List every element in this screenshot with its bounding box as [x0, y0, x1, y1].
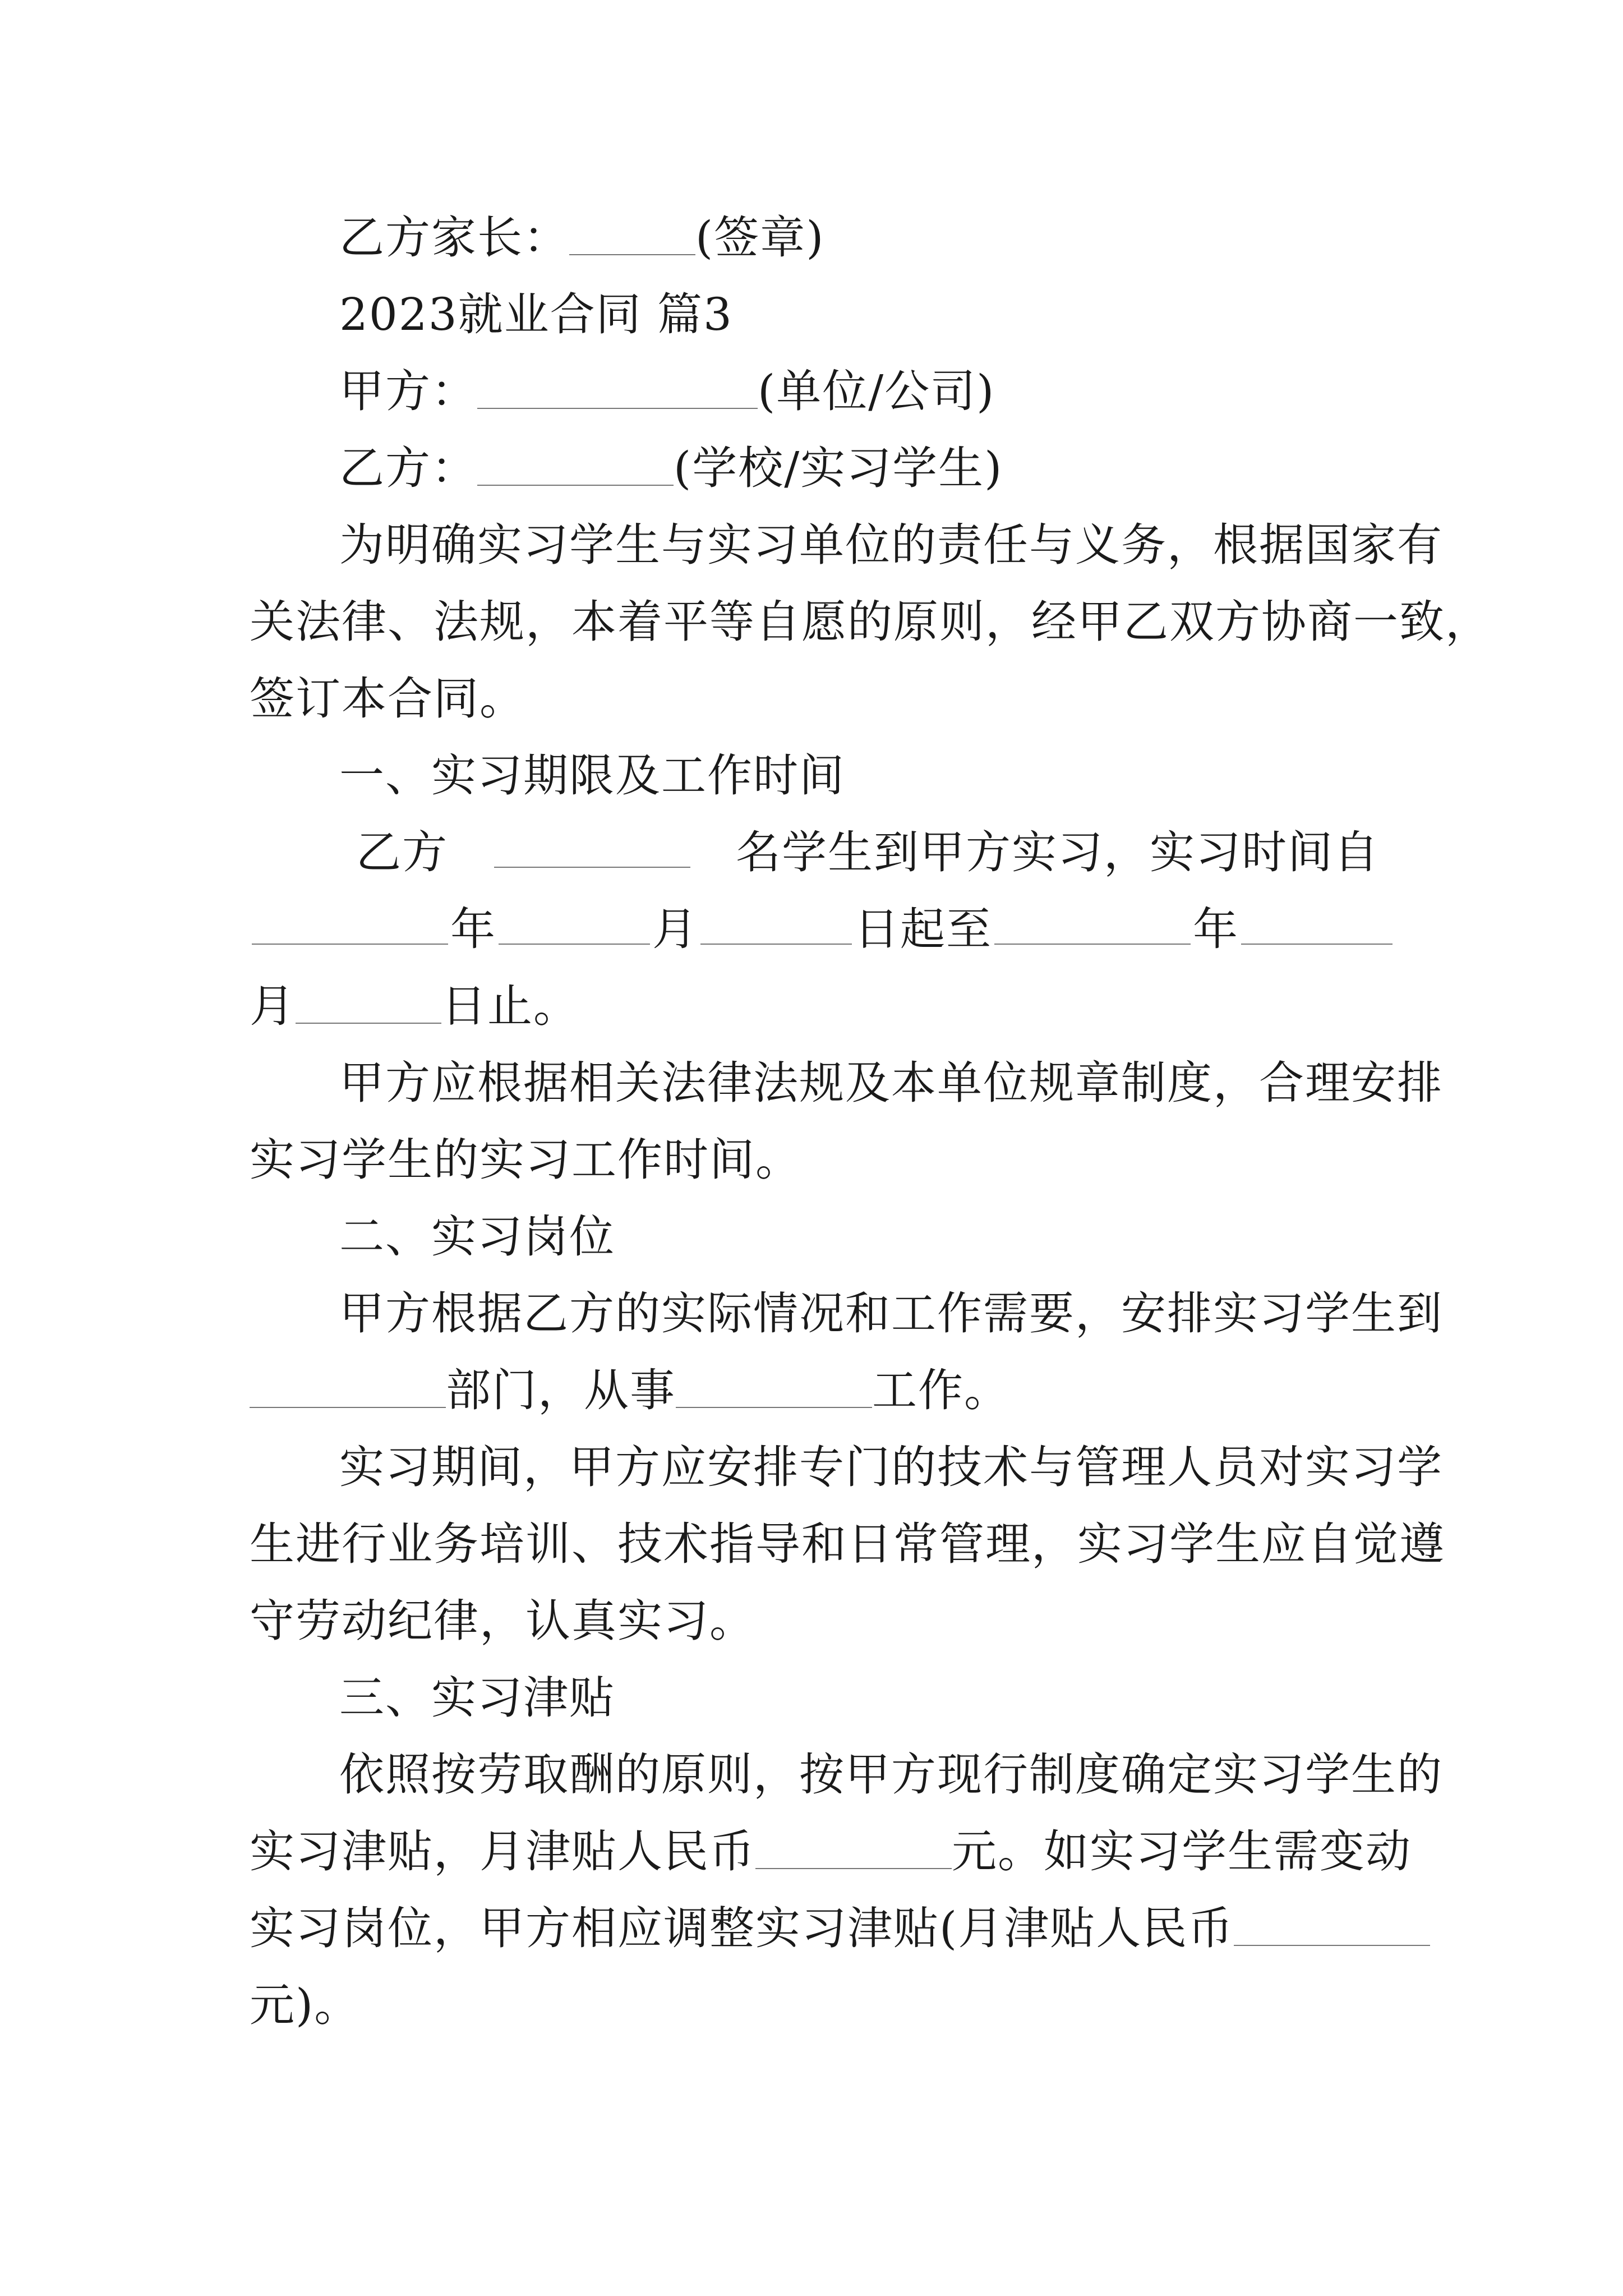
period-text: 名学生到甲方实习，实习时间自 [736, 826, 1380, 878]
party-a-label: 甲方： [339, 365, 477, 417]
paragraph-line: 甲方应根据相关法律法规及本单位规章制度，合理安排 [339, 1057, 1443, 1109]
position-text: 部门，从事 [446, 1364, 676, 1416]
date-unit: 月 [652, 903, 698, 955]
end-month-blank[interactable] [1241, 908, 1393, 945]
start-month-blank[interactable] [499, 908, 650, 945]
position-text: 工作。 [872, 1364, 1010, 1416]
allowance-text: 实习津贴，月津贴人民币 [250, 1825, 755, 1878]
heading-internship-allowance: 三、实习津贴 [339, 1672, 615, 1724]
parent-label: 乙方家长： [339, 211, 569, 264]
date-unit: 日止。 [441, 980, 579, 1032]
section-title: 2023就业合同 篇3 [339, 288, 733, 341]
paragraph-line: 元)。 [250, 1979, 361, 2031]
start-day-blank[interactable] [700, 908, 852, 945]
period-line-3 [250, 968, 1380, 1045]
party-a-note: (单位/公司) [758, 365, 995, 417]
heading-internship-position: 二、实习岗位 [339, 1211, 615, 1263]
date-unit: 月 [250, 980, 296, 1032]
party-b-label: 乙方： [339, 442, 477, 494]
date-unit: 年 [1193, 903, 1239, 955]
paragraph-line: 签订本合同。 [250, 673, 525, 725]
parent-signature-blank[interactable] [569, 218, 695, 255]
party-a-line [250, 353, 1380, 430]
party-b-note: (学校/实习学生) [674, 442, 1003, 494]
start-year-blank[interactable] [252, 908, 448, 945]
period-line-1 [250, 814, 1380, 891]
contract-page [250, 199, 1491, 2044]
paragraph-line: 守劳动纪律，认真实习。 [250, 1595, 755, 1647]
date-unit: 日起至 [854, 903, 992, 955]
heading-internship-period: 一、实习期限及工作时间 [339, 749, 845, 802]
seal-label: (签章) [695, 211, 825, 264]
end-year-blank[interactable] [994, 908, 1191, 945]
paragraph-line: 关法律、法规，本着平等自愿的原则，经甲乙双方协商一致， [250, 596, 1491, 648]
paragraph-line: 为明确实习学生与实习单位的责任与义务，根据国家有 [339, 519, 1443, 571]
party-b-blank[interactable] [477, 449, 674, 486]
date-unit: 年 [450, 903, 496, 955]
student-count-blank[interactable] [494, 831, 690, 868]
job-blank[interactable] [676, 1371, 872, 1408]
party-a-blank[interactable] [477, 372, 758, 409]
allowance-adjust-line [250, 1890, 1380, 1967]
position-line [250, 1352, 1380, 1429]
party-b-line [250, 430, 1380, 507]
paragraph-line: 实习学生的实习工作时间。 [250, 1134, 801, 1186]
allowance-text: 元。如实习学生需变动 [952, 1825, 1412, 1878]
period-text: 乙方 [356, 826, 448, 878]
period-line-2 [250, 891, 1380, 968]
allowance-line [250, 1813, 1412, 1890]
end-day-blank[interactable] [296, 987, 441, 1024]
paragraph-line: 依照按劳取酬的原则，按甲方现行制度确定实习学生的 [339, 1749, 1443, 1801]
paragraph-line: 甲方根据乙方的实际情况和工作需要，安排实习学生到 [339, 1287, 1443, 1340]
allowance-text: 实习岗位，甲方相应调整实习津贴(月津贴人民币 [250, 1902, 1234, 1954]
parent-signature-line [250, 199, 1380, 276]
adjusted-allowance-blank[interactable] [1234, 1909, 1430, 1946]
department-blank[interactable] [250, 1371, 446, 1408]
paragraph-line: 生进行业务培训、技术指导和日常管理，实习学生应自觉遵 [250, 1518, 1445, 1570]
allowance-amount-blank[interactable] [755, 1832, 952, 1869]
paragraph-line: 实习期间，甲方应安排专门的技术与管理人员对实习学 [339, 1441, 1443, 1493]
